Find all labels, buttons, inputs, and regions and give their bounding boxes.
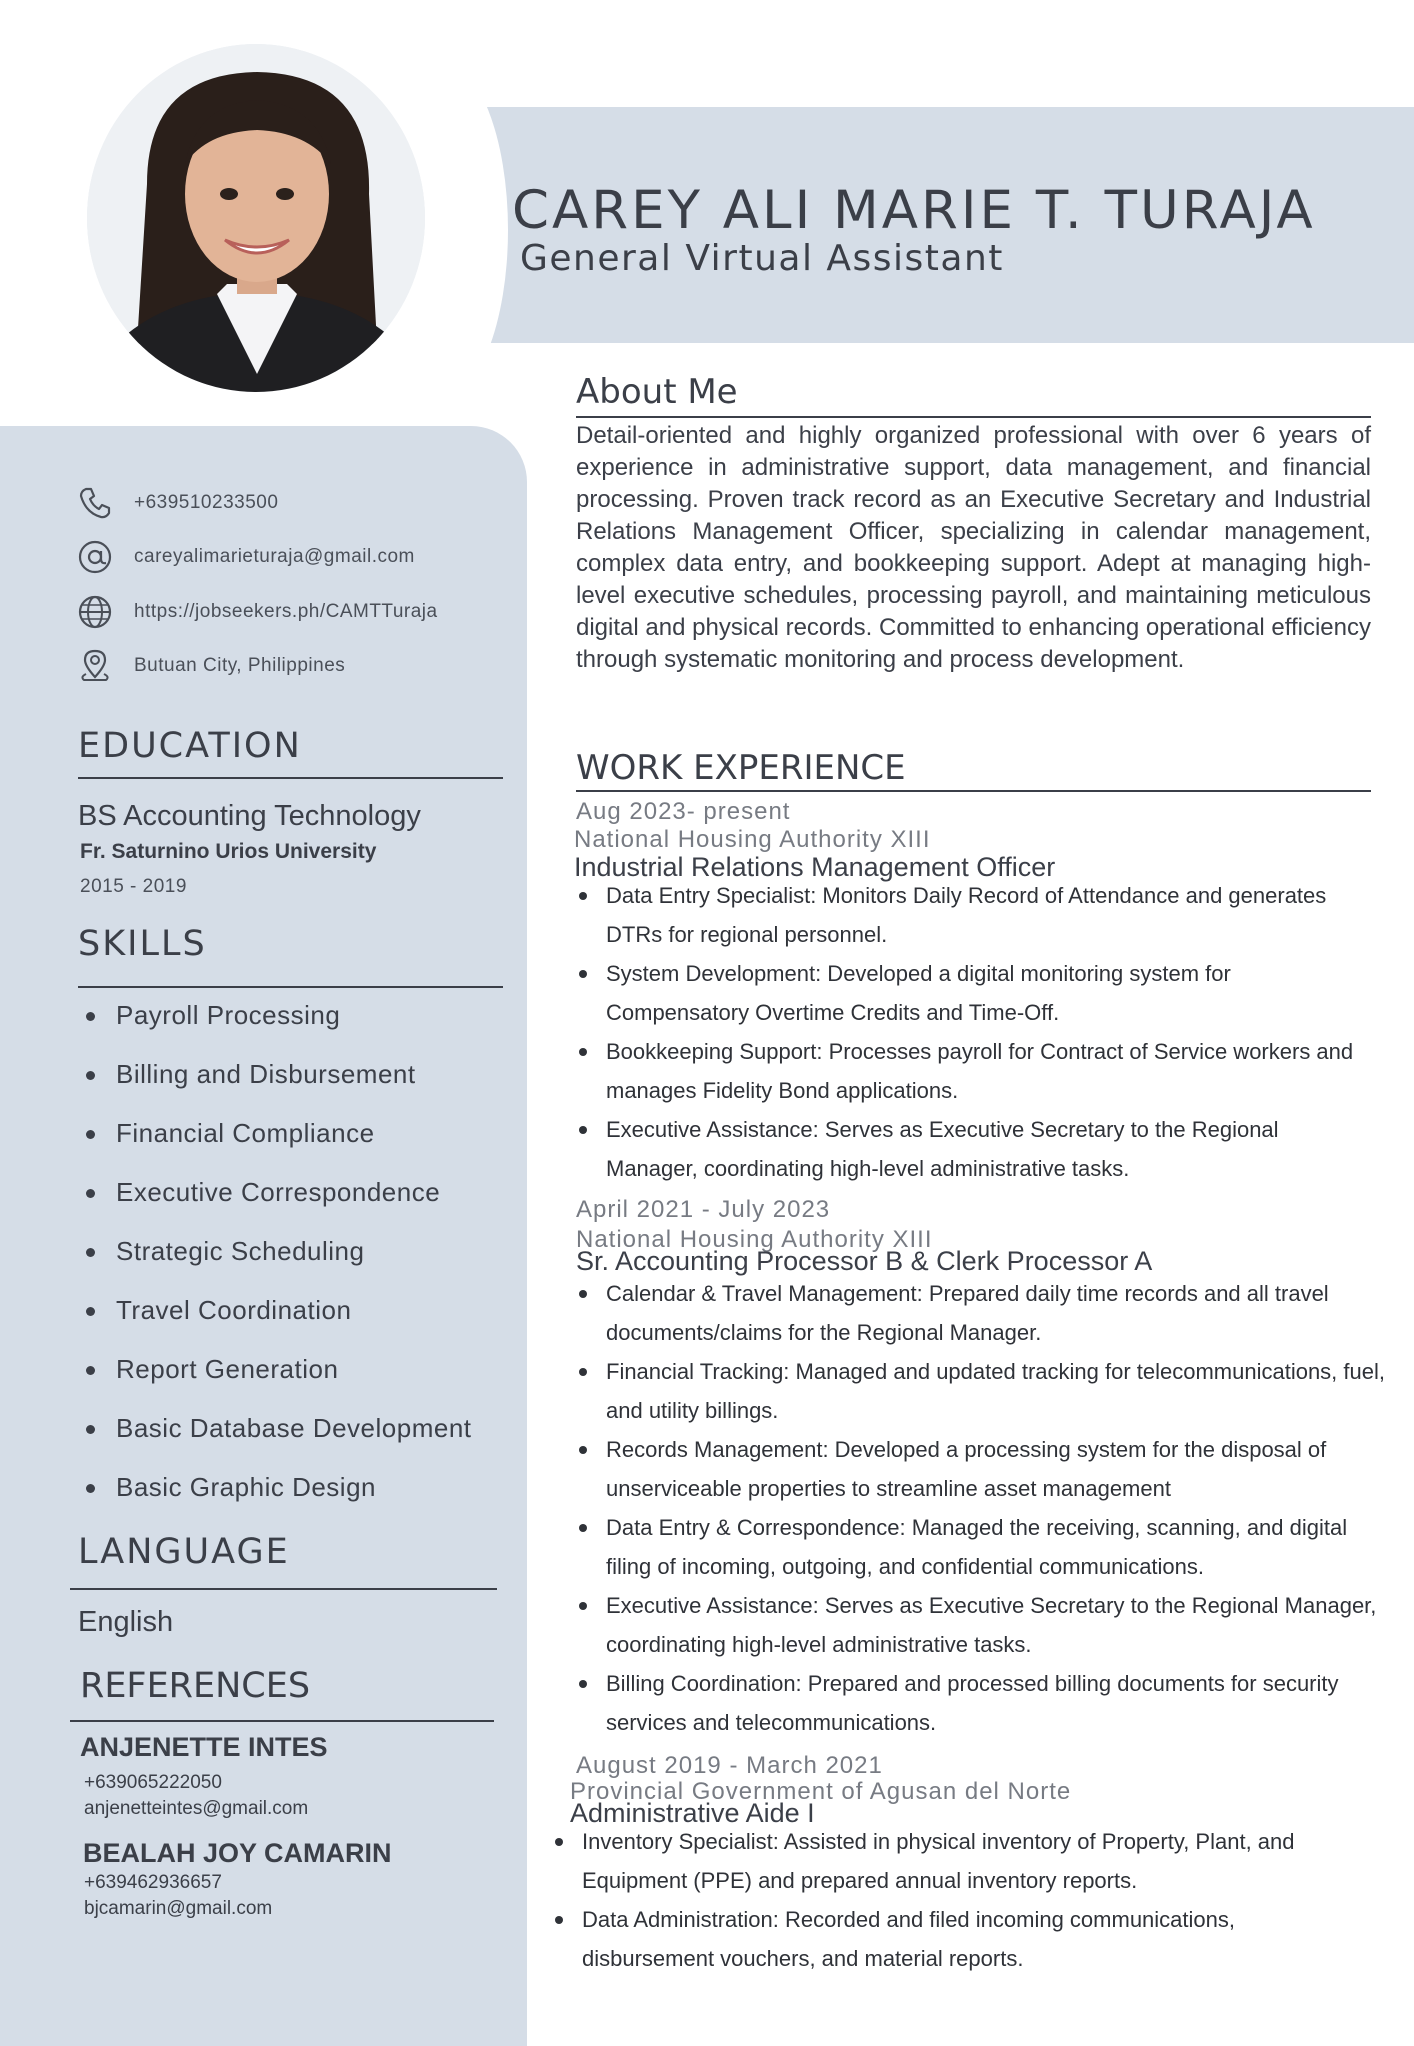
references-divider	[70, 1720, 494, 1722]
job-bullet: Data Entry & Correspondence: Managed the receiving, scanning, and digital filing of incoming, outgoing, and confidential communications.	[576, 1508, 1386, 1586]
skill-item: Financial Compliance	[82, 1118, 472, 1177]
reference-name: BEALAH JOY CAMARIN	[83, 1838, 392, 1868]
about-text: Detail-oriented and highly organized professional with over 6 years of experience in administrative support, data management, and financial processing. Proven track record as an Executive Secretary and Industrial Relations Management Officer, specializing in calendar management, complex data entry, and bookkeeping support. Adept at managing high-level executive schedules, processing payroll, and maintaining meticulous digital and physical records. Committed to enhancing operational efficiency through systematic monitoring and process development.	[576, 422, 1371, 673]
candidate-name: CAREY ALI MARIE T. TURAJA	[512, 180, 1316, 241]
job-bullet: Records Management: Developed a processing system for the disposal of unserviceable properties to streamline asset management	[576, 1430, 1386, 1508]
education-divider	[78, 777, 503, 779]
contact-website-text[interactable]: https://jobseekers.ph/CAMTTuraja	[134, 601, 438, 622]
job-bullet: Executive Assistance: Serves as Executive Secretary to the Regional Manager, coordinating high-level administrative tasks.	[576, 1110, 1376, 1188]
skill-item: Basic Graphic Design	[82, 1472, 472, 1531]
job-date: Aug 2023- present	[576, 798, 791, 825]
skills-list	[82, 1000, 472, 1531]
job-bullet: Financial Tracking: Managed and updated tracking for telecommunications, fuel, and utility billings.	[576, 1352, 1386, 1430]
skill-item: Basic Database Development	[82, 1413, 472, 1472]
skill-item: Executive Correspondence	[82, 1177, 472, 1236]
skill-item: Billing and Disbursement	[82, 1059, 472, 1118]
contact-location-text: Butuan City, Philippines	[134, 655, 346, 676]
job-bullets	[576, 876, 1376, 1188]
about-divider	[576, 416, 1371, 418]
job-bullets	[552, 1822, 1352, 1978]
language-item: English	[78, 1606, 174, 1638]
job-bullet: Data Administration: Recorded and filed incoming communications, disbursement vouchers, and material reports.	[552, 1900, 1352, 1978]
skills-divider	[78, 986, 503, 988]
job-bullet: Billing Coordination: Prepared and processed billing documents for security services and telecommunications.	[576, 1664, 1386, 1742]
job-title: Industrial Relations Management Officer	[574, 852, 1056, 882]
education-heading: EDUCATION	[78, 726, 302, 766]
contact-email-text[interactable]: careyalimarieturaja@gmail.com	[134, 546, 415, 567]
language-divider	[70, 1588, 497, 1590]
contact-email	[76, 538, 415, 576]
job-bullet: Data Entry Specialist: Monitors Daily Record of Attendance and generates DTRs for regional personnel.	[576, 876, 1376, 954]
education-school: Fr. Saturnino Urios University	[80, 840, 377, 863]
contact-phone	[76, 484, 278, 522]
reference-email[interactable]: anjenetteintes@gmail.com	[84, 1798, 309, 1819]
skills-heading: SKILLS	[78, 924, 207, 964]
skill-item: Travel Coordination	[82, 1295, 472, 1354]
phone-icon	[76, 484, 114, 522]
work-experience-heading: WORK EXPERIENCE	[576, 748, 906, 788]
job-bullet: Calendar & Travel Management: Prepared daily time records and all travel documents/claims for the Regional Manager.	[576, 1274, 1386, 1352]
about-heading: About Me	[576, 372, 738, 412]
job-title: Administrative Aide I	[570, 1798, 815, 1828]
reference-phone: +639065222050	[84, 1772, 222, 1793]
map-pin-icon	[76, 647, 114, 685]
job-organization: National Housing Authority XIII	[574, 826, 931, 853]
candidate-role: General Virtual Assistant	[520, 238, 1004, 279]
job-date: August 2019 - March 2021	[576, 1752, 883, 1779]
globe-icon	[76, 593, 114, 631]
contact-location	[76, 647, 345, 685]
skill-item: Strategic Scheduling	[82, 1236, 472, 1295]
references-heading: REFERENCES	[80, 1666, 311, 1706]
job-bullets	[576, 1274, 1386, 1742]
at-sign-icon	[76, 538, 114, 576]
reference-email[interactable]: bjcamarin@gmail.com	[84, 1898, 273, 1919]
job-bullet: Bookkeeping Support: Processes payroll for Contract of Service workers and manages Fidelity Bond applications.	[576, 1032, 1376, 1110]
education-years: 2015 - 2019	[80, 876, 187, 897]
skill-item: Report Generation	[82, 1354, 472, 1413]
job-bullet: Executive Assistance: Serves as Executive Secretary to the Regional Manager, coordinating high-level administrative tasks.	[576, 1586, 1386, 1664]
job-title: Sr. Accounting Processor B & Clerk Processor A	[576, 1246, 1153, 1276]
skill-item: Payroll Processing	[82, 1000, 472, 1059]
job-organization: National Housing Authority XIII	[576, 1226, 933, 1253]
job-organization: Provincial Government of Agusan del Norte	[570, 1778, 1072, 1805]
work-experience-divider	[576, 790, 1371, 792]
contact-phone-text: +639510233500	[134, 492, 279, 513]
reference-phone: +639462936657	[84, 1872, 222, 1893]
reference-name: ANJENETTE INTES	[80, 1732, 328, 1762]
language-heading: LANGUAGE	[78, 1532, 290, 1572]
job-bullet: Inventory Specialist: Assisted in physical inventory of Property, Plant, and Equipment (PPE) and prepared annual inventory reports.	[552, 1822, 1352, 1900]
profile-photo-illustration	[87, 44, 425, 392]
job-date: April 2021 - July 2023	[576, 1196, 831, 1223]
profile-photo	[87, 44, 425, 392]
contact-website	[76, 593, 438, 631]
education-degree: BS Accounting Technology	[78, 800, 421, 832]
job-bullet: System Development: Developed a digital monitoring system for Compensatory Overtime Credits and Time-Off.	[576, 954, 1376, 1032]
